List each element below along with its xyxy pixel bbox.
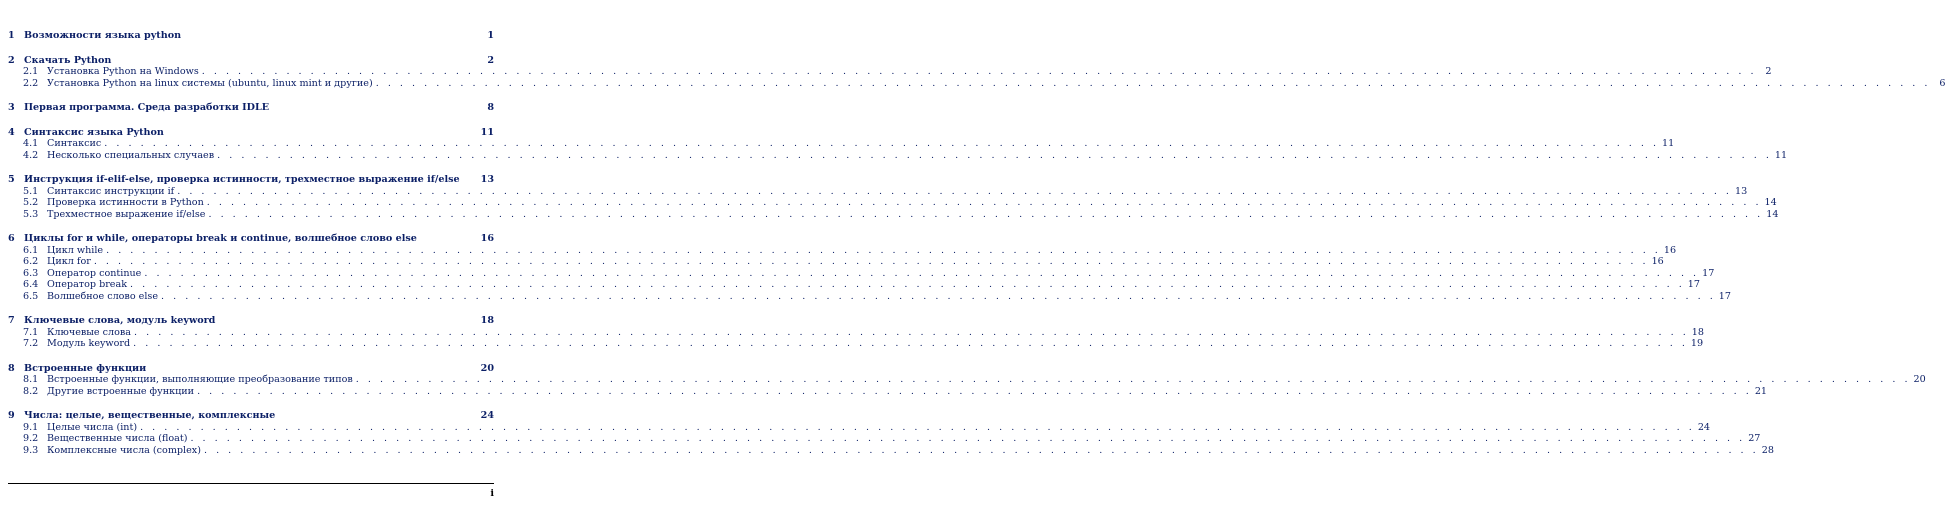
table-of-contents bbox=[8, 30, 1945, 469]
subsection-page: 18 bbox=[1691, 326, 1704, 338]
subsection-number: 4.2 bbox=[23, 149, 39, 161]
toc-section-link[interactable] bbox=[8, 30, 494, 42]
subsection-page: 16 bbox=[1663, 244, 1677, 256]
section-number: 5 bbox=[8, 174, 15, 185]
dot-leader bbox=[104, 138, 1659, 150]
subsection-page: 17 bbox=[1718, 290, 1731, 302]
subsection-title: Вещественные числа (float) bbox=[47, 433, 188, 444]
section-page: 18 bbox=[480, 315, 494, 326]
dot-leader bbox=[356, 374, 1911, 386]
toc-section-link[interactable] bbox=[8, 55, 494, 67]
section-page: 16 bbox=[480, 233, 494, 244]
subsection-page: 17 bbox=[1702, 267, 1715, 279]
dot-leader bbox=[106, 245, 1661, 257]
subsection-title: Оператор break bbox=[47, 279, 128, 290]
subsection-number: 6.4 bbox=[23, 279, 39, 290]
subsection-number: 8.1 bbox=[23, 374, 39, 385]
toc-subsection-link[interactable] bbox=[8, 326, 1704, 339]
subsection-page: 14 bbox=[1764, 197, 1777, 208]
dot-leader bbox=[140, 422, 1695, 434]
subsection-number: 4.1 bbox=[23, 138, 39, 149]
subsection-title: Встроенные функции, выполняющие преобразование типов bbox=[47, 374, 353, 385]
subsection-title: Оператор continue bbox=[47, 267, 142, 279]
subsection-number: 7.2 bbox=[23, 338, 39, 349]
toc-section bbox=[8, 410, 1774, 456]
subsection-number: 9.1 bbox=[23, 421, 39, 433]
toc-section bbox=[8, 174, 1779, 220]
subsection-number: 2.2 bbox=[23, 77, 39, 89]
toc-subsection-link[interactable] bbox=[8, 197, 1777, 209]
section-title: Первая программа. Среда разработки IDLE bbox=[24, 102, 270, 113]
toc-section bbox=[8, 126, 1788, 162]
subsection-page: 11 bbox=[1662, 138, 1675, 149]
toc-section bbox=[8, 315, 1704, 350]
subsection-page: 6 bbox=[1939, 77, 1945, 89]
dot-leader bbox=[177, 186, 1732, 198]
toc-subsection-link[interactable] bbox=[8, 421, 1711, 434]
dot-leader bbox=[144, 268, 1699, 280]
dot-leader bbox=[190, 433, 1745, 445]
dot-leader bbox=[204, 445, 1759, 457]
toc-subsection-link[interactable] bbox=[8, 77, 1945, 90]
subsection-number: 9.3 bbox=[23, 444, 39, 456]
subsection-title: Несколько специальных случаев bbox=[47, 149, 215, 161]
page-number: i bbox=[490, 488, 494, 499]
subsection-title: Модуль keyword bbox=[47, 338, 131, 349]
subsection-page: 14 bbox=[1766, 208, 1779, 220]
toc-section-link[interactable] bbox=[8, 174, 494, 186]
subsection-title: Ключевые слова bbox=[47, 326, 132, 338]
toc-section-link[interactable] bbox=[8, 410, 494, 422]
subsection-number: 6.2 bbox=[23, 256, 39, 267]
section-page: 13 bbox=[480, 174, 494, 185]
subsection-page: 19 bbox=[1690, 338, 1704, 349]
subsection-number: 5.1 bbox=[23, 185, 39, 197]
subsection-title: Комплексные числа (complex) bbox=[47, 444, 201, 456]
subsection-number: 9.2 bbox=[23, 433, 39, 444]
subsection-number: 7.1 bbox=[23, 326, 39, 338]
subsection-page: 27 bbox=[1748, 433, 1761, 444]
toc-section bbox=[8, 54, 1945, 90]
subsection-title: Целые числа (int) bbox=[47, 421, 138, 433]
section-page: 20 bbox=[480, 362, 494, 374]
subsection-number: 5.2 bbox=[23, 197, 39, 208]
toc-subsection-link[interactable] bbox=[8, 267, 1715, 280]
dot-leader bbox=[94, 256, 1649, 268]
section-number: 8 bbox=[8, 362, 15, 374]
toc-subsection-link[interactable] bbox=[8, 244, 1677, 257]
subsection-number: 5.3 bbox=[23, 208, 39, 220]
footer-rule bbox=[8, 483, 494, 484]
subsection-title: Трехместное выражение if/else bbox=[47, 208, 206, 220]
section-page: 2 bbox=[487, 54, 494, 66]
section-page: 11 bbox=[480, 126, 494, 138]
toc-section-link[interactable] bbox=[8, 127, 494, 139]
subsection-page: 28 bbox=[1761, 444, 1774, 456]
toc-section-link[interactable] bbox=[8, 233, 494, 245]
dot-leader bbox=[376, 78, 1931, 90]
subsection-number: 6.1 bbox=[23, 244, 39, 256]
section-number: 1 bbox=[8, 30, 15, 41]
toc-section bbox=[8, 30, 494, 42]
section-number: 4 bbox=[8, 126, 15, 138]
subsection-title: Синтаксис bbox=[47, 138, 102, 149]
dot-leader bbox=[133, 338, 1688, 350]
section-title: Циклы for и while, операторы break и continue, волшебное слово else bbox=[24, 233, 417, 244]
subsection-page: 16 bbox=[1651, 256, 1664, 267]
subsection-page: 11 bbox=[1774, 149, 1788, 161]
toc-subsection-link[interactable] bbox=[8, 149, 1788, 162]
toc-subsection-link[interactable] bbox=[8, 256, 1664, 268]
dot-leader bbox=[130, 279, 1685, 291]
toc-section bbox=[8, 233, 1731, 302]
toc-subsection-link[interactable] bbox=[8, 279, 1700, 291]
toc-section-link[interactable] bbox=[8, 102, 494, 114]
subsection-title: Волшебное слово else bbox=[47, 290, 159, 302]
dot-leader bbox=[202, 66, 1757, 78]
toc-subsection-link[interactable] bbox=[8, 290, 1731, 303]
toc-subsection-link[interactable] bbox=[8, 138, 1675, 150]
toc-subsection-link[interactable] bbox=[8, 433, 1761, 445]
subsection-title: Установка Python на linux системы (ubuntu, linux mint и другие) bbox=[47, 77, 373, 89]
section-page: 1 bbox=[487, 30, 494, 41]
subsection-page: 13 bbox=[1734, 185, 1748, 197]
subsection-title: Установка Python на Windows bbox=[47, 66, 199, 77]
section-page: 24 bbox=[480, 410, 494, 421]
section-title: Числа: целые, вещественные, комплексные bbox=[24, 410, 276, 421]
subsection-number: 8.2 bbox=[23, 385, 39, 397]
section-title: Ключевые слова, модуль keyword bbox=[24, 315, 216, 326]
section-title: Скачать Python bbox=[24, 54, 112, 66]
section-number: 9 bbox=[8, 410, 15, 421]
toc-subsection-link[interactable] bbox=[8, 185, 1748, 198]
subsection-page: 2 bbox=[1765, 66, 1772, 77]
dot-leader bbox=[161, 291, 1716, 303]
toc-section bbox=[8, 102, 494, 114]
subsection-page: 24 bbox=[1697, 421, 1711, 433]
toc-section-link[interactable] bbox=[8, 315, 494, 327]
section-number: 3 bbox=[8, 102, 15, 113]
section-title: Синтаксис языка Python bbox=[24, 126, 164, 138]
subsection-title: Синтаксис инструкции if bbox=[47, 185, 175, 197]
section-page: 8 bbox=[487, 102, 494, 113]
section-title: Возможности языка python bbox=[24, 30, 182, 41]
subsection-page: 17 bbox=[1687, 279, 1700, 290]
section-number: 2 bbox=[8, 54, 15, 66]
dot-leader bbox=[134, 327, 1689, 339]
subsection-title: Проверка истинности в Python bbox=[47, 197, 204, 208]
subsection-page: 20 bbox=[1913, 374, 1926, 385]
dot-leader bbox=[217, 150, 1772, 162]
toc-subsection-link[interactable] bbox=[8, 208, 1779, 221]
toc-section-link[interactable] bbox=[8, 363, 494, 375]
toc-subsection-link[interactable] bbox=[8, 385, 1768, 398]
section-number: 6 bbox=[8, 233, 15, 244]
subsection-title: Другие встроенные функции bbox=[47, 385, 195, 397]
dot-leader bbox=[207, 197, 1762, 209]
section-title: Встроенные функции bbox=[24, 362, 147, 374]
toc-subsection-link[interactable] bbox=[8, 374, 1926, 386]
subsection-number: 6.5 bbox=[23, 290, 39, 302]
section-number: 7 bbox=[8, 315, 15, 326]
subsection-page: 21 bbox=[1754, 385, 1768, 397]
subsection-title: Цикл for bbox=[47, 256, 91, 267]
section-title: Инструкция if-elif-else, проверка истинности, трехместное выражение if/else bbox=[24, 174, 460, 185]
toc-section bbox=[8, 362, 1926, 398]
toc-subsection-link[interactable] bbox=[8, 444, 1774, 457]
subsection-number: 2.1 bbox=[23, 66, 39, 77]
subsection-number: 6.3 bbox=[23, 267, 39, 279]
subsection-title: Цикл while bbox=[47, 244, 104, 256]
toc-subsection-link[interactable] bbox=[8, 338, 1704, 350]
dot-leader bbox=[197, 386, 1752, 398]
dot-leader bbox=[208, 209, 1763, 221]
toc-subsection-link[interactable] bbox=[8, 66, 1772, 78]
